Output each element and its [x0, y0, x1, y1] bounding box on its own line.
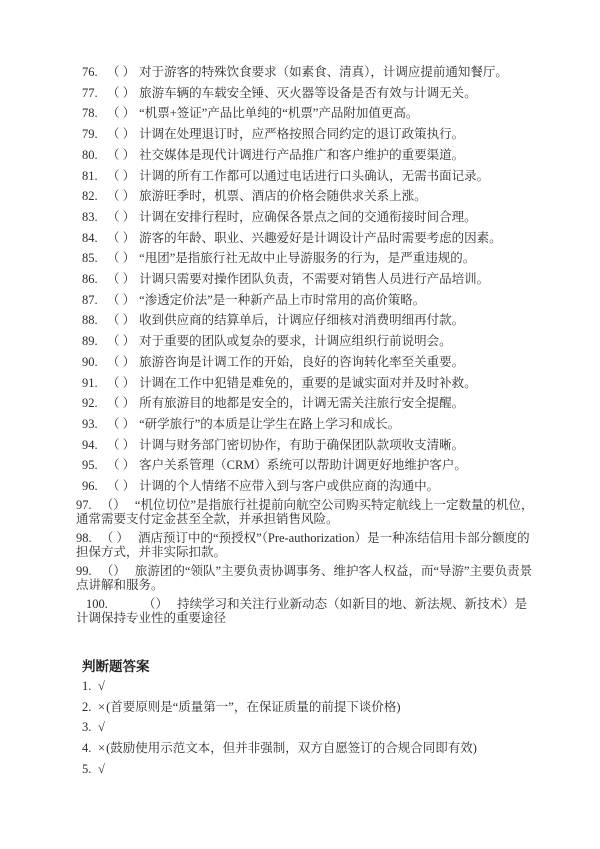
- question-item: [76, 62, 538, 83]
- true-false-question-list: [76, 62, 538, 497]
- answer-blank-parens: （ ）: [107, 65, 136, 79]
- answer-blank-parens: （ ）: [107, 127, 136, 142]
- question-number: 100.: [86, 596, 108, 611]
- answer-mark: √: [98, 678, 105, 693]
- question-item: [76, 414, 538, 435]
- answer-number: 1.: [82, 678, 92, 693]
- answer-item: [76, 738, 538, 759]
- question-item: [76, 124, 538, 145]
- answer-note: [106, 759, 538, 780]
- answer-blank-parens: （ ）: [107, 396, 136, 411]
- question-item: [76, 455, 538, 476]
- question-item: [76, 186, 538, 207]
- answer-blank-parens: （ ）: [100, 530, 129, 545]
- answer-blank-parens: （）: [100, 497, 126, 512]
- question-text: 计调与财务部门密切协作，有助于确保团队款项收支清晰。: [139, 437, 465, 452]
- question-text: 客户关系管理（CRM）系统可以帮助计调更好地维护客户。: [139, 458, 467, 473]
- true-false-question-paragraphs: [76, 498, 538, 626]
- question-item: [76, 228, 538, 249]
- question-text: 持续学习和关注行业新动态（如新目的地、新法规、新技术）是计调保持专业性的重要途径: [76, 596, 528, 626]
- question-number: 91.: [82, 375, 98, 390]
- answer-blank-parens: （ ）: [107, 230, 136, 245]
- answer-blank-parens: （ ）: [107, 334, 136, 349]
- question-item: [76, 145, 538, 166]
- question-text: 旅游咨询是计调工作的开始，良好的咨询转化率至关重要。: [139, 354, 465, 369]
- question-item: [76, 166, 538, 187]
- question-item: [76, 207, 538, 228]
- answer-blank-parens: （ ）: [107, 458, 136, 473]
- question-item: [76, 498, 538, 527]
- question-number: 95.: [82, 458, 98, 473]
- answer-blank-parens: （ ）: [107, 251, 136, 266]
- answer-mark: ×: [98, 699, 106, 714]
- question-text: 计调在工作中犯错是难免的，重要的是诚实面对并及时补救。: [139, 375, 477, 390]
- answer-blank-parens: （ ）: [107, 272, 136, 287]
- question-text: 计调在处理退订时，应严格按照合同约定的退订政策执行。: [139, 127, 465, 142]
- answer-item: [76, 676, 538, 697]
- answer-item: [76, 759, 538, 780]
- answer-blank-parens: （ ）: [107, 354, 136, 369]
- answer-number: 2.: [82, 699, 92, 714]
- question-text: 社交媒体是现代计调进行产品推广和客户维护的重要渠道。: [139, 147, 465, 162]
- question-number: 82.: [82, 189, 98, 204]
- answer-blank-parens: （ ）: [107, 292, 136, 307]
- question-number: 76.: [82, 65, 98, 79]
- question-text: 计调的个人情绪不应带入到与客户或供应商的沟通中。: [139, 479, 440, 494]
- question-number: 87.: [82, 292, 98, 307]
- answer-number: 3.: [82, 720, 92, 735]
- question-item: [76, 290, 538, 311]
- question-text: 旅游团的“领队”主要负责协调事务、维护客人权益，而“导游”主要负责景点讲解和服务。: [76, 563, 533, 593]
- question-number: 97.: [76, 497, 92, 512]
- question-number: 88.: [82, 313, 98, 328]
- answer-note: [106, 676, 538, 697]
- question-text: 对于游客的特殊饮食要求（如素食、清真），计调应提前通知餐厅。: [139, 65, 508, 79]
- question-item: [76, 564, 538, 593]
- question-number: 94.: [82, 437, 98, 452]
- question-item: [76, 352, 538, 373]
- answer-mark: ×: [98, 741, 106, 756]
- answers-list: [76, 676, 538, 780]
- answer-mark: √: [98, 761, 105, 776]
- answer-item: [76, 717, 538, 738]
- question-text: “甩团”是指旅行社无故中止导游服务的行为，是严重违规的。: [139, 251, 476, 266]
- question-number: 77.: [82, 85, 98, 100]
- question-number: 85.: [82, 251, 98, 266]
- answer-note: (首要原则是“质量第一”，在保证质量的前提下谈价格): [106, 699, 401, 714]
- question-text: 所有旅游目的地都是安全的，计调无需关注旅行安全提醒。: [139, 396, 465, 411]
- answer-blank-parens: （ ）: [107, 313, 136, 328]
- question-text: 收到供应商的结算单后，计调应仔细核对消费明细再付款。: [139, 313, 465, 328]
- question-text: 旅游车辆的车载安全锤、灭火器等设备是否有效与计调无关。: [139, 85, 477, 100]
- question-item: [76, 597, 538, 626]
- question-number: 83.: [82, 209, 98, 224]
- question-item: [76, 476, 538, 497]
- question-text: 计调的所有工作都可以通过电话进行口头确认，无需书面记录。: [139, 168, 490, 183]
- question-number: 89.: [82, 334, 98, 349]
- answer-blank-parens: （）: [100, 563, 126, 578]
- question-item: [76, 393, 538, 414]
- question-number: 79.: [82, 127, 98, 142]
- answer-blank-parens: （）: [143, 596, 169, 611]
- answer-item: [76, 697, 538, 718]
- question-number: 96.: [82, 479, 98, 494]
- question-text: “研学旅行”的本质是让学生在路上学习和成长。: [139, 416, 401, 431]
- question-number: 78.: [82, 106, 98, 121]
- question-item: [76, 373, 538, 394]
- question-item: [76, 269, 538, 290]
- answer-blank-parens: （ ）: [107, 437, 136, 452]
- question-text: “机票+签证”产品比单纯的“机票”产品附加值更高。: [139, 106, 419, 121]
- answer-note: (鼓励使用示范文本，但并非强制，双方自愿签订的合规合同即有效): [106, 741, 477, 756]
- question-number: 80.: [82, 147, 98, 162]
- question-item: [76, 531, 538, 560]
- question-item: [76, 248, 538, 269]
- question-number: 99.: [76, 563, 92, 578]
- question-number: 98.: [76, 530, 92, 545]
- answer-blank-parens: （ ）: [107, 147, 136, 162]
- answer-blank-parens: （ ）: [107, 209, 136, 224]
- question-number: 90.: [82, 354, 98, 369]
- question-text: 旅游旺季时，机票、酒店的价格会随供求关系上涨。: [139, 189, 427, 204]
- question-text: 计调只需要对操作团队负责，不需要对销售人员进行产品培训。: [139, 272, 490, 287]
- answer-blank-parens: （ ）: [107, 168, 136, 183]
- question-item: [76, 331, 538, 352]
- answer-blank-parens: （ ）: [107, 85, 136, 100]
- question-number: 84.: [82, 230, 98, 245]
- answer-mark: √: [98, 720, 105, 735]
- question-number: 81.: [82, 168, 98, 183]
- question-text: 计调在安排行程时，应确保各景点之间的交通衔接时间合理。: [139, 209, 477, 224]
- answer-blank-parens: （ ）: [107, 106, 136, 121]
- question-item: [76, 435, 538, 456]
- question-text: 酒店预订中的“预授权”（Pre-authorization）是一种冻结信用卡部分额度的担保方式，并非实际扣款。: [76, 530, 530, 560]
- question-text: 对于重要的团队或复杂的要求，计调应组织行前说明会。: [139, 334, 452, 349]
- question-number: 93.: [82, 416, 98, 431]
- answers-heading: 判断题答案: [82, 658, 150, 674]
- question-text: “渗透定价法”是一种新产品上市时常用的高价策略。: [139, 292, 426, 307]
- answer-note: [106, 717, 538, 738]
- question-number: 86.: [82, 272, 98, 287]
- answer-blank-parens: （ ）: [107, 479, 136, 494]
- question-item: [76, 103, 538, 124]
- answer-blank-parens: （ ）: [107, 189, 136, 204]
- question-text: “机位切位”是指旅行社提前向航空公司购买特定航线上一定数量的机位，通常需要支付定金甚至全款，并承担销售风险。: [76, 497, 534, 527]
- question-item: [76, 310, 538, 331]
- question-text: 游客的年龄、职业、兴趣爱好是计调设计产品时需要考虑的因素。: [139, 230, 502, 245]
- answer-number: 4.: [82, 741, 92, 756]
- question-number: 92.: [82, 396, 98, 411]
- answer-number: 5.: [82, 761, 92, 776]
- answer-blank-parens: （ ）: [107, 375, 136, 390]
- question-item: [76, 83, 538, 104]
- answer-blank-parens: （ ）: [107, 416, 136, 431]
